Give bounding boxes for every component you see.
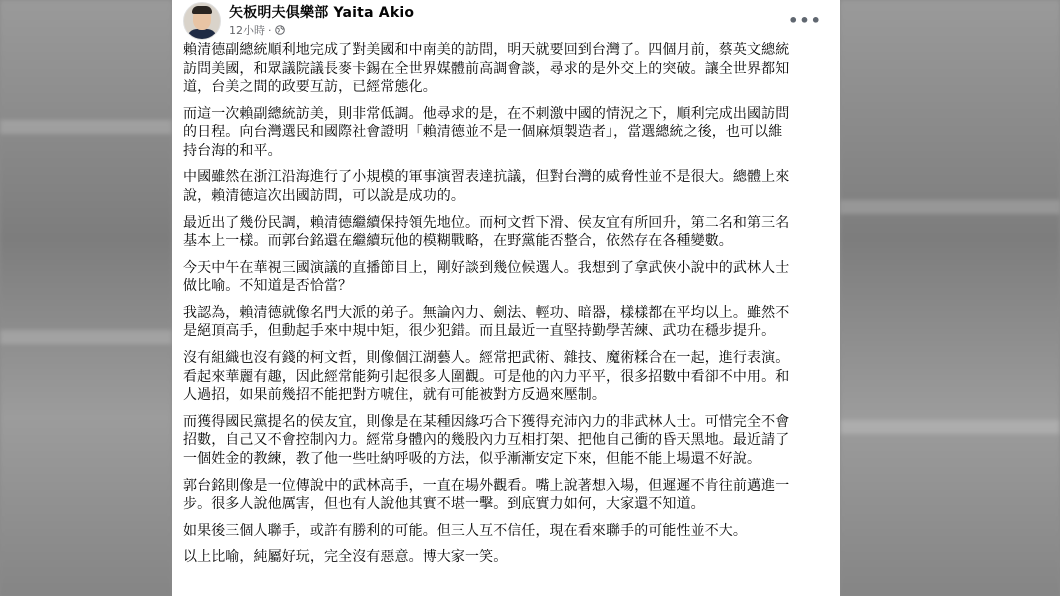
post-line: 的日程。向台灣選民和國際社會證明「賴清德並不是一個麻煩製造者」，當選總統之後，也可以維 [183, 124, 783, 141]
post-paragraph [183, 168, 833, 205]
post-line: 賴清德副總統順利地完成了對美國和中南美的訪問，明天就要回到台灣了。四個月前，蔡英文總統 [183, 42, 790, 58]
post-line: 做比喻。不知道是否恰當？ [183, 278, 353, 295]
post-body [183, 41, 833, 575]
post-paragraph [183, 548, 833, 567]
post-line: 看起來華麗有趣，因此經常能夠引起很多人圍觀。可是他的內力平平，很多招數中看卻不中用。和 [183, 368, 790, 385]
meta-separator: · [268, 23, 272, 37]
post-line: 說，賴清德這次出國訪問，可以說是成功的。 [183, 187, 465, 204]
post-line: 我認為，賴清德就像名門大派的弟子。無論內力、劍法、輕功、暗器，樣樣都在平均以上。雖然不 [183, 304, 790, 321]
background-stripe [0, 330, 172, 344]
post-line: 基本上一樣。而郭台銘還在繼續玩他的模糊戰略，在野黨能否整合，依然存在各種變數。 [183, 233, 733, 250]
post-paragraph [183, 304, 833, 341]
avatar-body [187, 29, 217, 40]
post-line: 最近出了幾份民調，賴清德繼續保持領先地位。而柯文哲下滑、侯友宜有所回升，第二名和第三名 [183, 214, 790, 231]
post-line: 招數，自己又不會控制內力。經常身體內的幾股內力互相打架、把他自己衝的昏天黑地。最近請了 [183, 432, 790, 449]
post-line: 如果後三個人聯手，或許有勝利的可能。但三人互不信任，現在看來聯手的可能性並不大。 [183, 522, 747, 539]
avatar[interactable] [183, 2, 221, 40]
background-right [840, 0, 1060, 596]
post-line: 以上比喻，純屬好玩，完全沒有惡意。博大家一笑。 [183, 549, 508, 566]
post-line: 郭台銘則像是一位傳說中的武林高手，一直在場外觀看。嘴上說著想入場，但遲遲不肯往前邁進一 [183, 477, 790, 494]
post-line: 而獲得國民黨提名的侯友宜，則像是在某種因緣巧合下獲得充沛內力的非武林人士。可惜完全不會 [183, 413, 790, 430]
background-stripe [0, 120, 172, 134]
post-meta [229, 22, 285, 38]
page-name[interactable]: 矢板明夫俱樂部 Yaita Akio [229, 5, 415, 21]
post-paragraph [183, 522, 833, 541]
post-line: 而這一次賴副總統訪美，則非常低調。他尋求的是，在不刺激中國的情況之下，順利完成出國訪問 [183, 105, 790, 122]
background-stripe [840, 200, 1060, 214]
background-left [0, 0, 172, 596]
post-line: 道，台美之間的政要互訪，已經常態化。 [183, 79, 437, 95]
post-line: 人過招，如果前幾招不能把對方唬住，就有可能被對方反過來壓制。 [183, 387, 606, 404]
post-line: 訪問美國，和眾議院議長麥卡錫在全世界媒體前高調會談，尋求的是外交上的突破。讓全世界都知 [183, 60, 790, 77]
post-paragraph [183, 349, 833, 405]
post-paragraph [183, 214, 833, 251]
globe-icon[interactable] [275, 25, 285, 35]
post-line: 今天中午在華視三國演議的直播節目上，剛好談到幾位候選人。我想到了拿武俠小說中的武林人士 [183, 259, 790, 276]
post-line: 沒有組織也沒有錢的柯文哲，則像個江湖藝人。經常把武術、雜技、魔術糅合在一起，進行表演。 [183, 350, 790, 367]
post-paragraph [183, 105, 833, 161]
post-line: 持台海的和平。 [183, 142, 282, 159]
post-header [172, 0, 840, 44]
post-line: 是絕頂高手，但動起手來中規中矩，很少犯錯。而且最近一直堅持勤學苦練、武功在穩步提升。 [183, 323, 776, 340]
post-time[interactable]: 12小時 [229, 24, 265, 37]
post-paragraph [183, 477, 833, 514]
post-paragraph [183, 41, 833, 97]
more-options-icon[interactable]: ••• [788, 10, 822, 30]
post-paragraph [183, 413, 833, 469]
post-line: 步。很多人說他厲害，但也有人說他其實不堪一擊。到底實力如何，大家還不知道。 [183, 496, 705, 512]
post-line: 中國雖然在浙江沿海進行了小規模的軍事演習表達抗議，但對台灣的威脅性並不是很大。總體上來 [183, 169, 790, 186]
background-stripe [840, 420, 1060, 434]
post-paragraph [183, 259, 833, 296]
post-line: 一個姓金的教練，教了他一些吐納呼吸的方法，似乎漸漸安定下來，但能不能上場還不好說。 [183, 450, 762, 467]
facebook-post [172, 0, 840, 596]
avatar-hair [192, 6, 212, 14]
